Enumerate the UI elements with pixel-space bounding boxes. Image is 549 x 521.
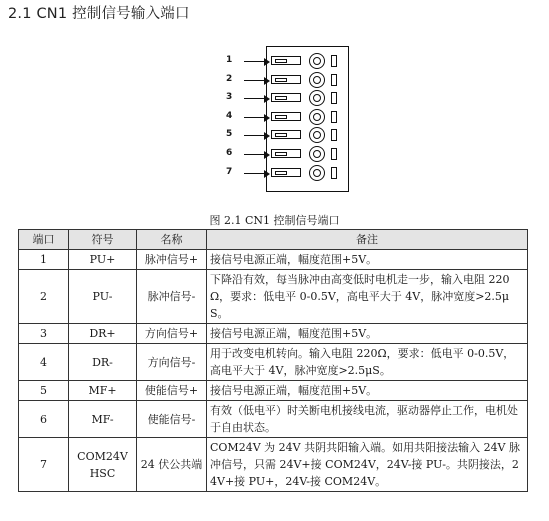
pin-number: 7 xyxy=(226,166,233,177)
arrow-right-icon xyxy=(264,151,270,159)
cell-note: 接信号电源正端，幅度范围+5V。 xyxy=(207,250,528,270)
cell-note: 下降沿有效，每当脉冲由高变低时电机走一步，输入电阻 220Ω，要求：低电平 0-0.5V，高电平大于 4V，脉冲宽度>2.5μS。 xyxy=(207,270,528,324)
cell-name: 使能信号+ xyxy=(137,381,207,401)
cell-name: 脉冲信号- xyxy=(137,270,207,324)
pin-number: 1 xyxy=(226,55,233,65)
pin-arrow-line xyxy=(244,80,266,81)
pin-row xyxy=(226,52,351,72)
pin-row xyxy=(226,164,351,184)
pin-number: 5 xyxy=(226,129,233,140)
cell-port: 1 xyxy=(19,250,69,270)
pin-number: 6 xyxy=(226,148,233,158)
cell-name: 脉冲信号+ xyxy=(137,250,207,270)
section-title: 2.1 CN1 控制信号输入端口 xyxy=(8,6,190,22)
table-row xyxy=(19,438,528,492)
pin-arrow-line xyxy=(244,135,266,136)
cell-note: 用于改变电机转向。输入电阻 220Ω，要求：低电平 0-0.5V，高电平大于 4V，脉冲宽度>2.5μS。 xyxy=(207,344,528,381)
pin-row xyxy=(226,126,351,146)
connector-figure xyxy=(226,46,351,192)
cell-port: 2 xyxy=(19,270,69,324)
pin-arrow-line xyxy=(244,117,266,118)
table-row xyxy=(19,381,528,401)
cell-note: COM24V 为 24V 共阴共阳输入端。如用共阳接法输入 24V 脉冲信号，只需 24V+接 COM24V，24V-接 PU-。共阴接法，24V+接 PU+，24V-接 COM24V。 xyxy=(207,438,528,492)
header-symbol: 符号 xyxy=(69,230,137,250)
cell-symbol: DR- xyxy=(69,344,137,381)
cell-symbol: MF- xyxy=(69,401,137,438)
table-row xyxy=(19,344,528,381)
arrow-right-icon xyxy=(264,95,270,103)
table-row xyxy=(19,324,528,344)
cell-note: 接信号电源正端，幅度范围+5V。 xyxy=(207,381,528,401)
table-row xyxy=(19,401,528,438)
cell-symbol: DR+ xyxy=(69,324,137,344)
arrow-right-icon xyxy=(264,114,270,122)
arrow-right-icon xyxy=(264,132,270,140)
cell-port: 7 xyxy=(19,438,69,492)
cell-port: 4 xyxy=(19,344,69,381)
pin-number: 2 xyxy=(226,73,233,84)
header-port: 端口 xyxy=(19,230,69,250)
table-row xyxy=(19,270,528,324)
arrow-right-icon xyxy=(264,170,270,178)
cell-symbol: PU- xyxy=(69,270,137,324)
pin-arrow-line xyxy=(244,61,266,62)
pin-row xyxy=(226,71,351,91)
header-name: 名称 xyxy=(137,230,207,250)
cell-name: 使能信号- xyxy=(137,401,207,438)
cell-name: 方向信号- xyxy=(137,344,207,381)
table-row xyxy=(19,250,528,270)
signal-port-table xyxy=(18,229,528,492)
arrow-right-icon xyxy=(264,77,270,85)
cell-port: 3 xyxy=(19,324,69,344)
cell-symbol: COM24V HSC xyxy=(69,438,137,492)
header-note: 备注 xyxy=(207,230,528,250)
cell-name: 24 伏公共端 xyxy=(137,438,207,492)
pin-arrow-line xyxy=(244,154,266,155)
table-header-row xyxy=(19,230,528,250)
cell-note: 接信号电源正端，幅度范围+5V。 xyxy=(207,324,528,344)
cell-port: 6 xyxy=(19,401,69,438)
cell-note: 有效（低电平）时关断电机接线电流，驱动器停止工作，电机处于自由状态。 xyxy=(207,401,528,438)
pin-number: 3 xyxy=(226,92,233,103)
pin-row xyxy=(226,89,351,109)
arrow-right-icon xyxy=(264,58,270,66)
pin-arrow-line xyxy=(244,173,266,174)
pin-number: 4 xyxy=(226,110,233,121)
figure-caption: 图 2.1 CN1 控制信号端口 xyxy=(209,214,340,227)
cell-symbol: PU+ xyxy=(69,250,137,270)
pin-row xyxy=(226,145,351,165)
cell-symbol: MF+ xyxy=(69,381,137,401)
pin-arrow-line xyxy=(244,98,266,99)
cell-port: 5 xyxy=(19,381,69,401)
cell-name: 方向信号+ xyxy=(137,324,207,344)
pin-row xyxy=(226,108,351,128)
